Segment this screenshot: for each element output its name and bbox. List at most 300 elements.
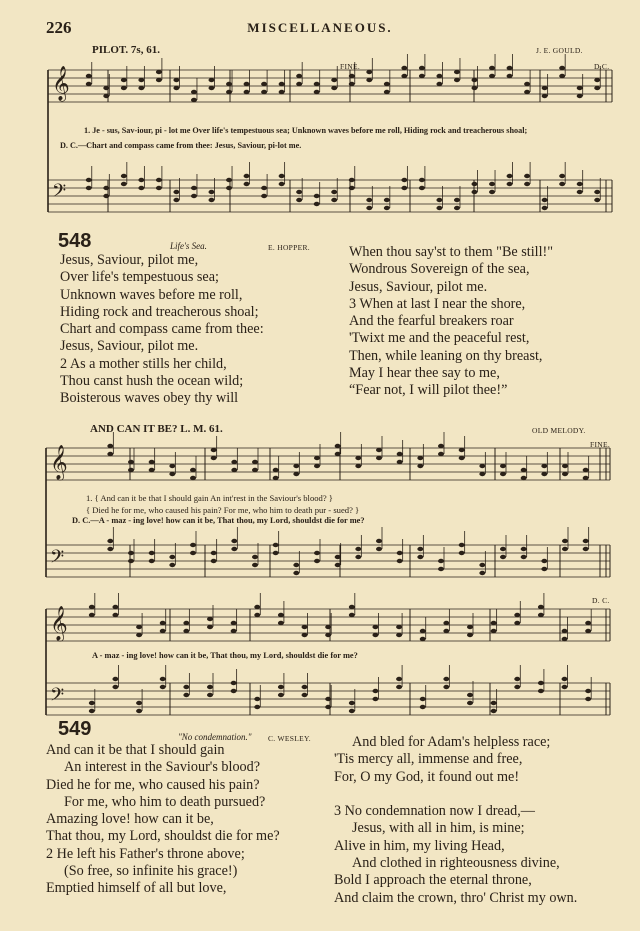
- andcanitbe-treble-2-notehead: [372, 625, 378, 629]
- bass-clef-icon: 𝄢: [50, 685, 65, 710]
- verse-line: (So free, so infinite his grace!): [64, 863, 238, 880]
- andcanitbe-bass-2-notehead: [231, 689, 237, 693]
- pilot-treble-notehead: [454, 78, 460, 82]
- andcanitbe-treble-1-notehead: [397, 452, 403, 456]
- andcanitbe-bass-2-notehead: [420, 705, 426, 709]
- andcanitbe-bass-2-notehead: [325, 697, 331, 701]
- andcanitbe-treble-2-notehead: [231, 629, 237, 633]
- treble-clef-icon: 𝄞: [50, 445, 68, 480]
- andcanitbe-bass-1-notehead: [541, 567, 547, 571]
- pilot-bass-notehead: [349, 186, 355, 190]
- andcanitbe-bass-2-notehead: [89, 709, 95, 713]
- verse-line: And claim the crown, thro' Christ my own.: [334, 889, 578, 906]
- andcanitbe-treble-1-notehead: [459, 456, 465, 460]
- andcanitbe-bass-2-notehead: [514, 677, 520, 681]
- andcanitbe-treble-2-notehead: [491, 621, 497, 625]
- pilot-bass-notehead: [173, 198, 179, 202]
- verse-line: Amazing love! how can it be,: [46, 811, 214, 828]
- andcanitbe-bass-1-notehead: [211, 551, 217, 555]
- verse-line: Alive in him, my living Head,: [334, 837, 505, 854]
- verse-line: 'Twixt me and the peaceful rest,: [349, 330, 530, 347]
- pilot-treble-notehead: [384, 90, 390, 94]
- tune-pilot-composer: J. E. GOULD.: [536, 46, 583, 55]
- andcanitbe-treble-1-notehead: [169, 464, 175, 468]
- andcanitbe-treble-1-notehead: [149, 460, 155, 464]
- pilot-treble-notehead: [86, 74, 92, 78]
- andcanitbe-bass-1-notehead: [355, 555, 361, 559]
- pilot-treble-notehead: [384, 82, 390, 86]
- andcanitbe-treble-2-notehead: [207, 617, 213, 621]
- andcanitbe-bass-2-notehead: [136, 709, 142, 713]
- andcanitbe-bass-1-notehead: [376, 547, 382, 551]
- pilot-bass-notehead: [121, 174, 127, 178]
- pilot-treble-notehead: [121, 86, 127, 90]
- hymn-549-subtitle: "No condemnation.": [178, 732, 252, 742]
- andcanitbe-treble-1-notehead: [128, 468, 134, 472]
- andcanitbe-bass-1-notehead: [273, 551, 279, 555]
- pilot-bass-notehead: [244, 182, 250, 186]
- andcanitbe-bass-2-notehead: [278, 685, 284, 689]
- andcanitbe-bass-1-notehead: [521, 547, 527, 551]
- verse-line: Unknown waves before me roll,: [60, 286, 243, 303]
- andcanitbe-bass-1-notehead: [149, 551, 155, 555]
- pilot-treble-notehead: [489, 66, 495, 70]
- verse-line: Jesus, Saviour, pilot me,: [60, 252, 199, 268]
- pilot-treble-notehead: [366, 78, 372, 82]
- andcanitbe-bass-2-notehead: [112, 677, 118, 681]
- tune-andcanitbe-lyrics-1: 1. { And can it be that I should gain An int'rest in the Saviour's blood? }: [86, 493, 333, 503]
- pilot-treble-notehead: [244, 82, 250, 86]
- andcanitbe-bass-1-notehead: [314, 551, 320, 555]
- andcanitbe-bass-2-notehead: [538, 681, 544, 685]
- pilot-bass-notehead: [349, 178, 355, 182]
- pilot-treble-notehead: [524, 90, 530, 94]
- pilot-bass-notehead: [209, 190, 215, 194]
- andcanitbe-bass-1-notehead: [479, 563, 485, 567]
- andcanitbe-bass-1-notehead: [335, 563, 341, 567]
- andcanitbe-treble-1-notehead: [583, 476, 589, 480]
- pilot-bass-notehead: [401, 186, 407, 190]
- tune-pilot-dc: D.C.: [594, 62, 610, 71]
- andcanitbe-treble-1-notehead: [459, 448, 465, 452]
- hymn-548-number: 548: [58, 230, 92, 252]
- andcanitbe-treble-2-notehead: [231, 621, 237, 625]
- pilot-treble-notehead: [524, 82, 530, 86]
- andcanitbe-treble-2-notehead: [443, 629, 449, 633]
- pilot-bass-notehead: [279, 182, 285, 186]
- andcanitbe-bass-1-notehead: [438, 559, 444, 563]
- verse-line: Jesus, Saviour, pilot me.: [349, 278, 488, 295]
- andcanitbe-treble-1-notehead: [149, 468, 155, 472]
- andcanitbe-bass-1-notehead: [149, 559, 155, 563]
- bass-clef-icon: 𝄢: [50, 547, 65, 572]
- andcanitbe-bass-2-notehead: [562, 685, 568, 689]
- andcanitbe-bass-2-notehead: [207, 693, 213, 697]
- pilot-treble-notehead: [594, 86, 600, 90]
- verse-line: 'Tis mercy all, immense and free,: [334, 751, 523, 768]
- tune-andcanitbe-dc: D. C.: [592, 596, 610, 605]
- andcanitbe-bass-1-notehead: [500, 555, 506, 559]
- andcanitbe-treble-1-notehead: [169, 472, 175, 476]
- andcanitbe-treble-2-notehead: [538, 613, 544, 617]
- pilot-bass-notehead: [331, 198, 337, 202]
- andcanitbe-bass-2-notehead: [160, 677, 166, 681]
- verse-line: Wondrous Sovereign of the sea,: [349, 261, 530, 278]
- andcanitbe-treble-2-notehead: [254, 613, 260, 617]
- pilot-bass-notehead: [191, 186, 197, 190]
- verse-line: Jesus, with all in him, is mine;: [352, 820, 525, 837]
- andcanitbe-treble-2-notehead: [302, 633, 308, 637]
- verse-line: 2 He left his Father's throne above;: [46, 845, 245, 862]
- andcanitbe-treble-2-notehead: [467, 633, 473, 637]
- pilot-treble-notehead: [261, 82, 267, 86]
- andcanitbe-bass-2-notehead: [278, 693, 284, 697]
- pilot-bass-notehead: [472, 190, 478, 194]
- andcanitbe-bass-2-notehead: [112, 685, 118, 689]
- pilot-treble-notehead: [121, 78, 127, 82]
- tune-pilot-title: PILOT. 7s, 61.: [92, 44, 160, 56]
- treble-clef-icon: 𝄞: [52, 66, 70, 101]
- pilot-treble-notehead: [489, 74, 495, 78]
- andcanitbe-treble-1-notehead: [438, 444, 444, 448]
- andcanitbe-treble-2-notehead: [562, 629, 568, 633]
- andcanitbe-treble-1-notehead: [293, 472, 299, 476]
- andcanitbe-treble-2-notehead: [585, 629, 591, 633]
- andcanitbe-treble-1-notehead: [231, 460, 237, 464]
- andcanitbe-bass-2-notehead: [420, 697, 426, 701]
- andcanitbe-treble-2-notehead: [89, 605, 95, 609]
- pilot-bass-notehead: [559, 174, 565, 178]
- andcanitbe-treble-1-notehead: [211, 456, 217, 460]
- andcanitbe-bass-2-notehead: [325, 705, 331, 709]
- andcanitbe-treble-2-notehead: [302, 625, 308, 629]
- pilot-bass-notehead: [121, 182, 127, 186]
- tune-andcanitbe-fine: FINE.: [590, 440, 611, 449]
- andcanitbe-treble-1-notehead: [314, 464, 320, 468]
- hymn-549-right-column: [334, 734, 577, 907]
- andcanitbe-treble-1-notehead: [355, 456, 361, 460]
- andcanitbe-bass-1-notehead: [417, 547, 423, 551]
- pilot-treble-notehead: [191, 98, 197, 102]
- andcanitbe-treble-2-notehead: [514, 621, 520, 625]
- pilot-treble-notehead: [103, 86, 109, 90]
- andcanitbe-bass-1-notehead: [252, 555, 258, 559]
- pilot-bass-notehead: [226, 186, 232, 190]
- pilot-treble-notehead: [173, 78, 179, 82]
- pilot-treble-notehead: [138, 86, 144, 90]
- pilot-treble-notehead: [401, 66, 407, 70]
- andcanitbe-bass-1-notehead: [252, 563, 258, 567]
- pilot-treble-notehead: [559, 74, 565, 78]
- pilot-bass-notehead: [279, 174, 285, 178]
- pilot-treble-notehead: [156, 78, 162, 82]
- section-title: MISCELLANEOUS.: [247, 20, 393, 35]
- andcanitbe-treble-1-notehead: [583, 468, 589, 472]
- pilot-treble-notehead: [419, 74, 425, 78]
- andcanitbe-treble-1-notehead: [273, 476, 279, 480]
- verse-line: Thou canst hush the ocean wild;: [60, 373, 244, 390]
- pilot-bass-notehead: [436, 198, 442, 202]
- pilot-bass-notehead: [226, 178, 232, 182]
- tune-andcanitbe-lyrics-refrain: A - maz - ing love! how can it be, That thou, my Lord, shouldst die for me?: [92, 651, 358, 660]
- andcanitbe-bass-1-notehead: [107, 539, 113, 543]
- andcanitbe-treble-1-notehead: [293, 464, 299, 468]
- pilot-bass-notehead: [507, 174, 513, 178]
- pilot-treble-notehead: [296, 74, 302, 78]
- andcanitbe-treble-1-notehead: [417, 456, 423, 460]
- andcanitbe-treble-1-notehead: [562, 464, 568, 468]
- andcanitbe-treble-1-notehead: [252, 468, 258, 472]
- andcanitbe-treble-2-notehead: [183, 621, 189, 625]
- andcanitbe-treble-2-notehead: [136, 625, 142, 629]
- andcanitbe-treble-1-notehead: [273, 468, 279, 472]
- pilot-treble-notehead: [173, 86, 179, 90]
- andcanitbe-bass-2-notehead: [491, 701, 497, 705]
- andcanitbe-bass-2-notehead: [136, 701, 142, 705]
- pilot-bass-notehead: [366, 206, 372, 210]
- pilot-treble-notehead: [542, 86, 548, 90]
- andcanitbe-treble-1-notehead: [417, 464, 423, 468]
- andcanitbe-bass-1-notehead: [459, 543, 465, 547]
- tune-pilot-lyrics-1: 1. Je - sus, Sav-iour, pi - lot me Over life's tempestuous sea; Unknown waves before me roll, Hiding rock and treacherous shoal;: [84, 126, 528, 135]
- andcanitbe-bass-1-notehead: [231, 539, 237, 543]
- andcanitbe-treble-2-notehead: [443, 621, 449, 625]
- pilot-bass-notehead: [191, 194, 197, 198]
- verse-line: Hiding rock and treacherous shoal;: [60, 303, 259, 320]
- pilot-bass-notehead: [261, 186, 267, 190]
- andcanitbe-bass-2-notehead: [396, 677, 402, 681]
- pilot-bass-notehead: [454, 206, 460, 210]
- verse-line: Then, while leaning on thy breast,: [349, 347, 543, 364]
- verse-line: That thou, my Lord, shouldst die for me?: [46, 828, 280, 845]
- andcanitbe-treble-1-notehead: [190, 476, 196, 480]
- pilot-bass-notehead: [419, 186, 425, 190]
- andcanitbe-treble-2-notehead: [112, 605, 118, 609]
- hymn-549-author: C. WESLEY.: [268, 734, 311, 743]
- pilot-bass-notehead: [542, 206, 548, 210]
- andcanitbe-bass-1-notehead: [562, 547, 568, 551]
- pilot-treble-notehead: [401, 74, 407, 78]
- pilot-treble-notehead: [209, 78, 215, 82]
- pilot-treble-notehead: [314, 82, 320, 86]
- verse-line: 2 As a mother stills her child,: [60, 355, 227, 372]
- andcanitbe-treble-1-notehead: [355, 464, 361, 468]
- pilot-bass-notehead: [401, 178, 407, 182]
- hymn-549-left-column: [46, 742, 280, 898]
- tune-andcanitbe-lyrics-2: { Died he for me, who caused his pain? For me, who him to death pur - sued? }: [86, 505, 360, 515]
- pilot-bass-notehead: [436, 206, 442, 210]
- verse-line: Chart and compass came from thee:: [60, 321, 264, 338]
- verse-line: Jesus, Saviour, pilot me.: [60, 338, 199, 355]
- bass-clef-icon: 𝄢: [52, 181, 67, 206]
- pilot-treble-notehead: [209, 86, 215, 90]
- andcanitbe-treble-1-notehead: [397, 460, 403, 464]
- andcanitbe-bass-1-notehead: [459, 551, 465, 555]
- andcanitbe-bass-2-notehead: [585, 697, 591, 701]
- andcanitbe-bass-2-notehead: [231, 681, 237, 685]
- pilot-bass-notehead: [577, 190, 583, 194]
- andcanitbe-bass-1-notehead: [231, 547, 237, 551]
- pilot-treble-notehead: [472, 86, 478, 90]
- andcanitbe-bass-2-notehead: [183, 685, 189, 689]
- andcanitbe-bass-1-notehead: [293, 571, 299, 575]
- andcanitbe-bass-1-notehead: [397, 559, 403, 563]
- verse-line: Over life's tempestuous sea;: [60, 269, 219, 286]
- andcanitbe-bass-1-notehead: [335, 555, 341, 559]
- pilot-bass-notehead: [454, 198, 460, 202]
- andcanitbe-bass-2-notehead: [396, 685, 402, 689]
- pilot-treble-notehead: [261, 90, 267, 94]
- verse-line: And the fearful breakers roar: [349, 313, 514, 330]
- pilot-treble-notehead: [436, 74, 442, 78]
- pilot-treble-notehead: [156, 70, 162, 74]
- pilot-treble-notehead: [296, 82, 302, 86]
- hymn-548-author: E. HOPPER.: [268, 243, 310, 252]
- andcanitbe-treble-2-notehead: [372, 633, 378, 637]
- pilot-bass-notehead: [244, 174, 250, 178]
- andcanitbe-bass-1-notehead: [169, 555, 175, 559]
- andcanitbe-bass-2-notehead: [254, 705, 260, 709]
- andcanitbe-bass-2-notehead: [514, 685, 520, 689]
- andcanitbe-treble-1-notehead: [128, 460, 134, 464]
- andcanitbe-treble-2-notehead: [325, 633, 331, 637]
- andcanitbe-treble-1-notehead: [541, 472, 547, 476]
- pilot-bass-notehead: [296, 190, 302, 194]
- andcanitbe-bass-1-notehead: [273, 543, 279, 547]
- andcanitbe-bass-1-notehead: [583, 547, 589, 551]
- andcanitbe-treble-1-notehead: [479, 464, 485, 468]
- pilot-treble-notehead: [472, 78, 478, 82]
- pilot-bass-notehead: [524, 174, 530, 178]
- andcanitbe-bass-1-notehead: [190, 551, 196, 555]
- pilot-bass-notehead: [138, 178, 144, 182]
- andcanitbe-bass-2-notehead: [302, 693, 308, 697]
- andcanitbe-treble-2-notehead: [349, 605, 355, 609]
- pilot-treble-notehead: [349, 82, 355, 86]
- andcanitbe-bass-2-notehead: [302, 685, 308, 689]
- verse-line: For, O my God, it found out me!: [334, 768, 520, 785]
- verse-line: Died he for me, who caused his pain?: [46, 776, 260, 793]
- andcanitbe-treble-2-notehead: [325, 625, 331, 629]
- andcanitbe-treble-2-notehead: [136, 633, 142, 637]
- pilot-treble-notehead: [366, 70, 372, 74]
- pilot-bass-notehead: [559, 182, 565, 186]
- verse-line: And bled for Adam's helpless race;: [352, 734, 551, 750]
- pilot-bass-notehead: [366, 198, 372, 202]
- verse-line: And can it be that I should gain: [46, 742, 225, 758]
- andcanitbe-bass-1-notehead: [293, 563, 299, 567]
- andcanitbe-treble-1-notehead: [376, 448, 382, 452]
- verse-line: [334, 786, 577, 803]
- andcanitbe-treble-1-notehead: [500, 472, 506, 476]
- andcanitbe-bass-1-notehead: [314, 559, 320, 563]
- pilot-treble-notehead: [577, 94, 583, 98]
- hymn-549-number: 549: [58, 718, 92, 740]
- tune-pilot-fine: FINE.: [340, 62, 361, 71]
- andcanitbe-bass-1-notehead: [355, 547, 361, 551]
- andcanitbe-bass-1-notehead: [211, 559, 217, 563]
- andcanitbe-treble-2-notehead: [562, 637, 568, 641]
- verse-line: Bold I approach the eternal throne,: [334, 872, 532, 889]
- pilot-treble-notehead: [103, 94, 109, 98]
- andcanitbe-bass-1-notehead: [562, 539, 568, 543]
- andcanitbe-treble-2-notehead: [420, 637, 426, 641]
- pilot-bass-notehead: [384, 206, 390, 210]
- andcanitbe-bass-2-notehead: [372, 689, 378, 693]
- hymn-548-right-column: [349, 244, 553, 400]
- andcanitbe-bass-1-notehead: [438, 567, 444, 571]
- pilot-bass-notehead: [156, 186, 162, 190]
- pilot-bass-notehead: [261, 194, 267, 198]
- andcanitbe-bass-2-notehead: [254, 697, 260, 701]
- pilot-treble-notehead: [507, 74, 513, 78]
- verse-line: May I hear thee say to me,: [349, 365, 500, 382]
- pilot-treble-notehead: [279, 82, 285, 86]
- pilot-treble-notehead: [454, 70, 460, 74]
- andcanitbe-bass-2-notehead: [349, 709, 355, 713]
- andcanitbe-treble-2-notehead: [585, 621, 591, 625]
- andcanitbe-bass-2-notehead: [349, 701, 355, 705]
- andcanitbe-treble-2-notehead: [467, 625, 473, 629]
- pilot-treble-notehead: [542, 94, 548, 98]
- tune-andcanitbe-title: AND CAN IT BE? L. M. 61.: [90, 423, 223, 435]
- andcanitbe-bass-2-notehead: [160, 685, 166, 689]
- verse-line: And clothed in righteousness divine,: [352, 855, 560, 872]
- andcanitbe-treble-1-notehead: [231, 468, 237, 472]
- andcanitbe-treble-2-notehead: [112, 613, 118, 617]
- verse-line: “Fear not, I will pilot thee!”: [349, 382, 508, 399]
- andcanitbe-treble-1-notehead: [107, 452, 113, 456]
- andcanitbe-bass-2-notehead: [585, 689, 591, 693]
- andcanitbe-treble-1-notehead: [335, 444, 341, 448]
- andcanitbe-treble-1-notehead: [252, 460, 258, 464]
- andcanitbe-treble-1-notehead: [376, 456, 382, 460]
- pilot-bass-notehead: [209, 198, 215, 202]
- andcanitbe-bass-1-notehead: [107, 547, 113, 551]
- verse-line: An interest in the Saviour's blood?: [64, 759, 261, 776]
- andcanitbe-bass-2-notehead: [538, 689, 544, 693]
- pilot-treble-notehead: [559, 66, 565, 70]
- andcanitbe-bass-2-notehead: [183, 693, 189, 697]
- verse-line: 3 When at last I near the shore,: [349, 295, 526, 312]
- andcanitbe-treble-1-notehead: [500, 464, 506, 468]
- andcanitbe-bass-2-notehead: [443, 677, 449, 681]
- andcanitbe-bass-1-notehead: [397, 551, 403, 555]
- pilot-treble-notehead: [226, 82, 232, 86]
- andcanitbe-bass-1-notehead: [128, 559, 134, 563]
- pilot-bass-notehead: [296, 198, 302, 202]
- andcanitbe-bass-2-notehead: [562, 677, 568, 681]
- andcanitbe-treble-1-notehead: [211, 448, 217, 452]
- pilot-bass-notehead: [577, 182, 583, 186]
- pilot-treble-notehead: [331, 78, 337, 82]
- andcanitbe-treble-1-notehead: [562, 472, 568, 476]
- andcanitbe-bass-2-notehead: [467, 693, 473, 697]
- pilot-treble-notehead: [594, 78, 600, 82]
- andcanitbe-bass-1-notehead: [190, 543, 196, 547]
- andcanitbe-bass-1-notehead: [583, 539, 589, 543]
- pilot-treble-notehead: [191, 90, 197, 94]
- pilot-treble-notehead: [279, 90, 285, 94]
- pilot-treble-notehead: [331, 86, 337, 90]
- pilot-bass-notehead: [472, 182, 478, 186]
- pilot-treble-notehead: [436, 82, 442, 86]
- andcanitbe-bass-2-notehead: [89, 701, 95, 705]
- pilot-bass-notehead: [331, 190, 337, 194]
- verse-line: For me, who him to death pursued?: [64, 793, 266, 810]
- pilot-treble-notehead: [244, 90, 250, 94]
- pilot-bass-notehead: [524, 182, 530, 186]
